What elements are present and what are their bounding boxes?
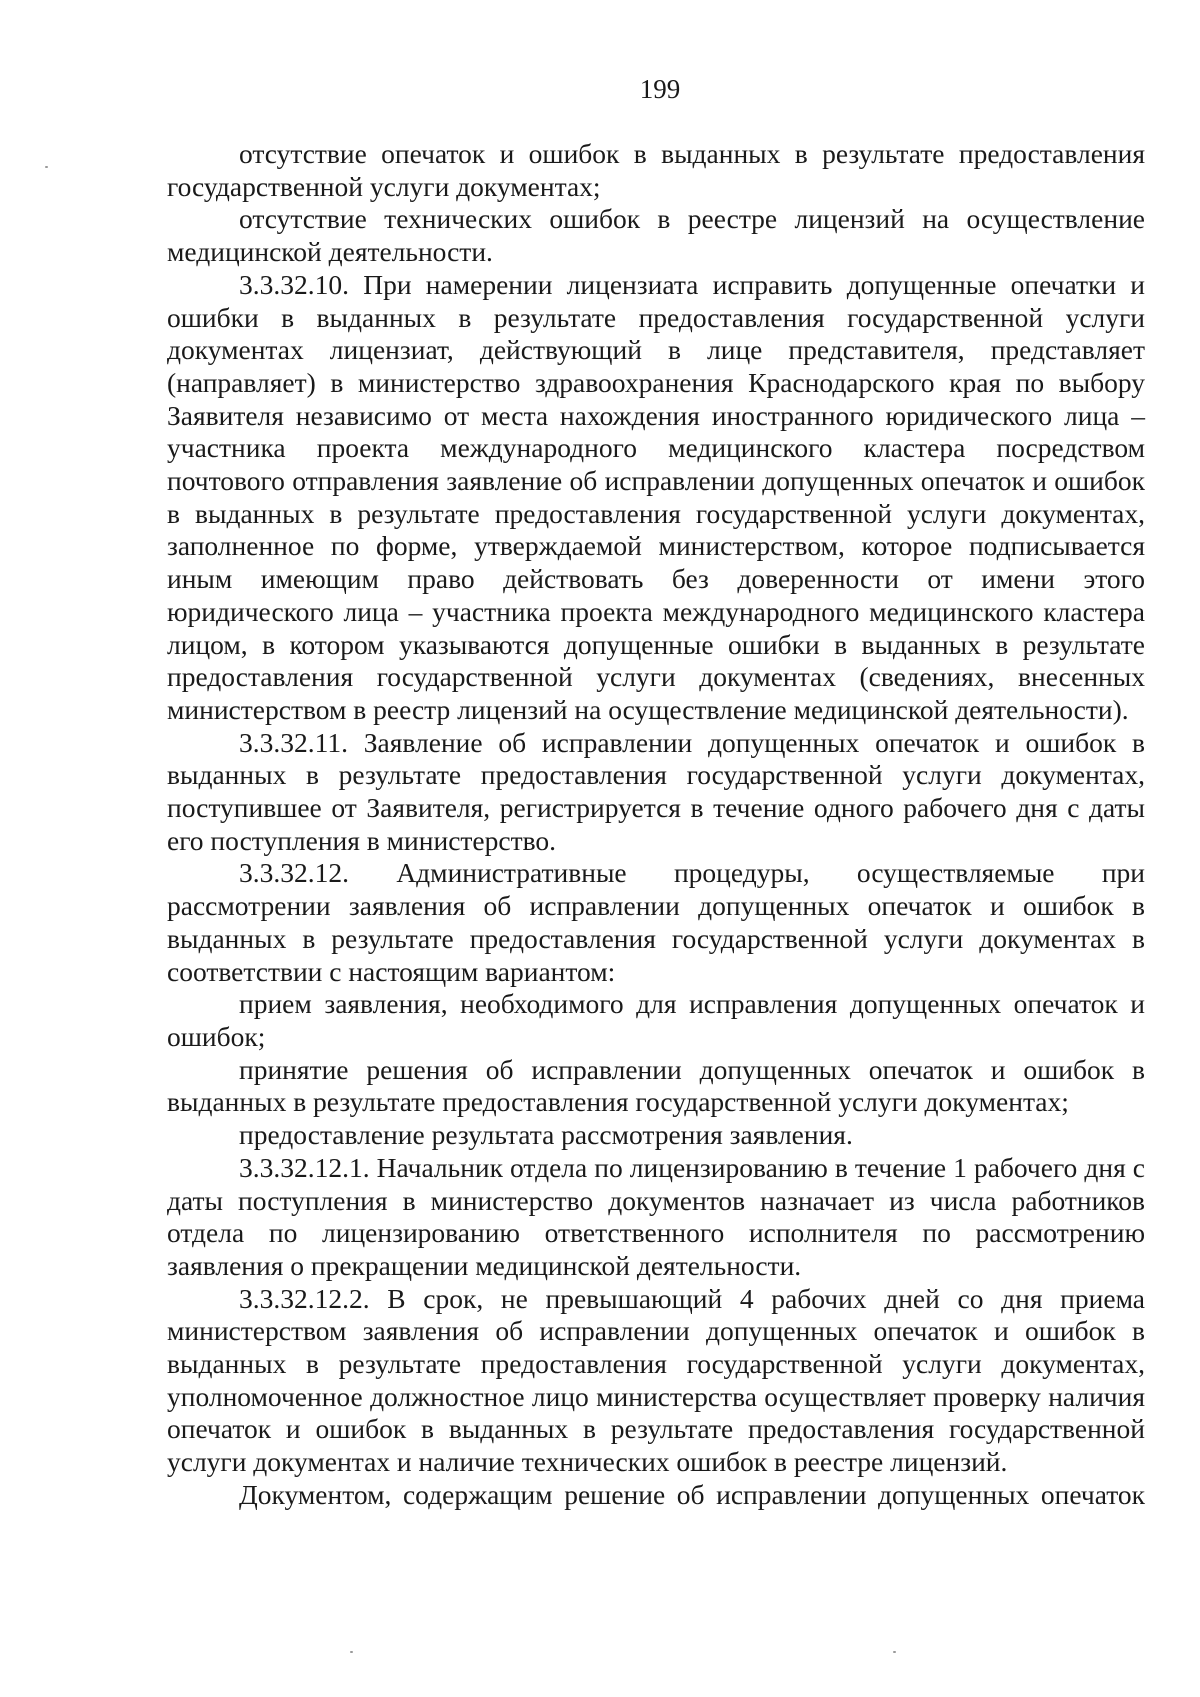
paragraph-1: отсутствие опечаток и ошибок в выданных в результате предоставления государственной услуги документах; xyxy=(167,138,1145,202)
scan-speck xyxy=(45,166,48,168)
page-number: 199 xyxy=(639,74,681,104)
paragraph-11: Документом, содержащим решение об исправлении допущенных опечаток xyxy=(239,1478,1145,1510)
document-body xyxy=(167,138,1145,1512)
paragraph-5: 3.3.32.12. Административные процедуры, осуществляемые при рассмотрении заявления об исправлении допущенных опечаток и ошибок в выданных в результате предоставления государственной услуги документах в соответствии с настоящим вариантом: xyxy=(167,857,1145,987)
paragraph-10: 3.3.32.12.2. В срок, не превышающий 4 рабочих дней со дня приема министерством заявления об исправлении допущенных опечаток и ошибок в выданных в результате предоставления государственной услуги документах, уполномоченное должностное лицо министерства осуществляет проверку наличия опечаток и ошибок в выданных в результате предоставления государственной услуги документах и наличие технических ошибок в реестре лицензий. xyxy=(167,1282,1145,1478)
paragraph-3: 3.3.32.10. При намерении лицензиата исправить допущенные опечатки и ошибки в выданных в результате предоставления государственной услуги документах лицензиат, действующий в лице представителя, представляет (направляет) в министерство здравоохранения Краснодарского края по выбору Заявителя независимо от места нахождения иностранного юридического лица – участника проекта международного медицинского кластера посредством почтового отправления заявление об исправлении допущенных опечаток и ошибок в выданных в результате предоставления государственной услуги документах, заполненное по форме, утверждаемой министерством, которое подписывается иным имеющим право действовать без доверенности от имени этого юридического лица – участника проекта международного медицинского кластера лицом, в котором указываются допущенные ошибки в выданных в результате предоставления государственной услуги документах (сведениях, внесенных министерством в реестр лицензий на осуществление медицинской деятельности). xyxy=(167,268,1145,725)
paragraph-2: отсутствие технических ошибок в реестре лицензий на осуществление медицинской деятельности. xyxy=(167,203,1145,268)
paragraph-7: принятие решения об исправлении допущенных опечаток и ошибок в выданных в результате предоставления государственной услуги документах; xyxy=(167,1053,1145,1118)
scan-speck xyxy=(893,1651,896,1653)
paragraph-6: прием заявления, необходимого для исправления допущенных опечаток и ошибок; xyxy=(167,988,1145,1052)
paragraph-8: предоставление результата рассмотрения заявления. xyxy=(239,1119,853,1151)
paragraph-9: 3.3.32.12.1. Начальник отдела по лицензированию в течение 1 рабочего дня с даты поступления в министерство документов назначает из числа работников отдела по лицензированию ответственного исполнителя по рассмотрению заявления о прекращении медицинской деятельности. xyxy=(167,1151,1145,1281)
paragraph-4: 3.3.32.11. Заявление об исправлении допущенных опечаток и ошибок в выданных в результате предоставления государственной услуги документах, поступившее от Заявителя, регистрируется в течение одного рабочего дня с даты его поступления в министерство. xyxy=(167,726,1145,856)
scan-speck xyxy=(350,1651,353,1653)
